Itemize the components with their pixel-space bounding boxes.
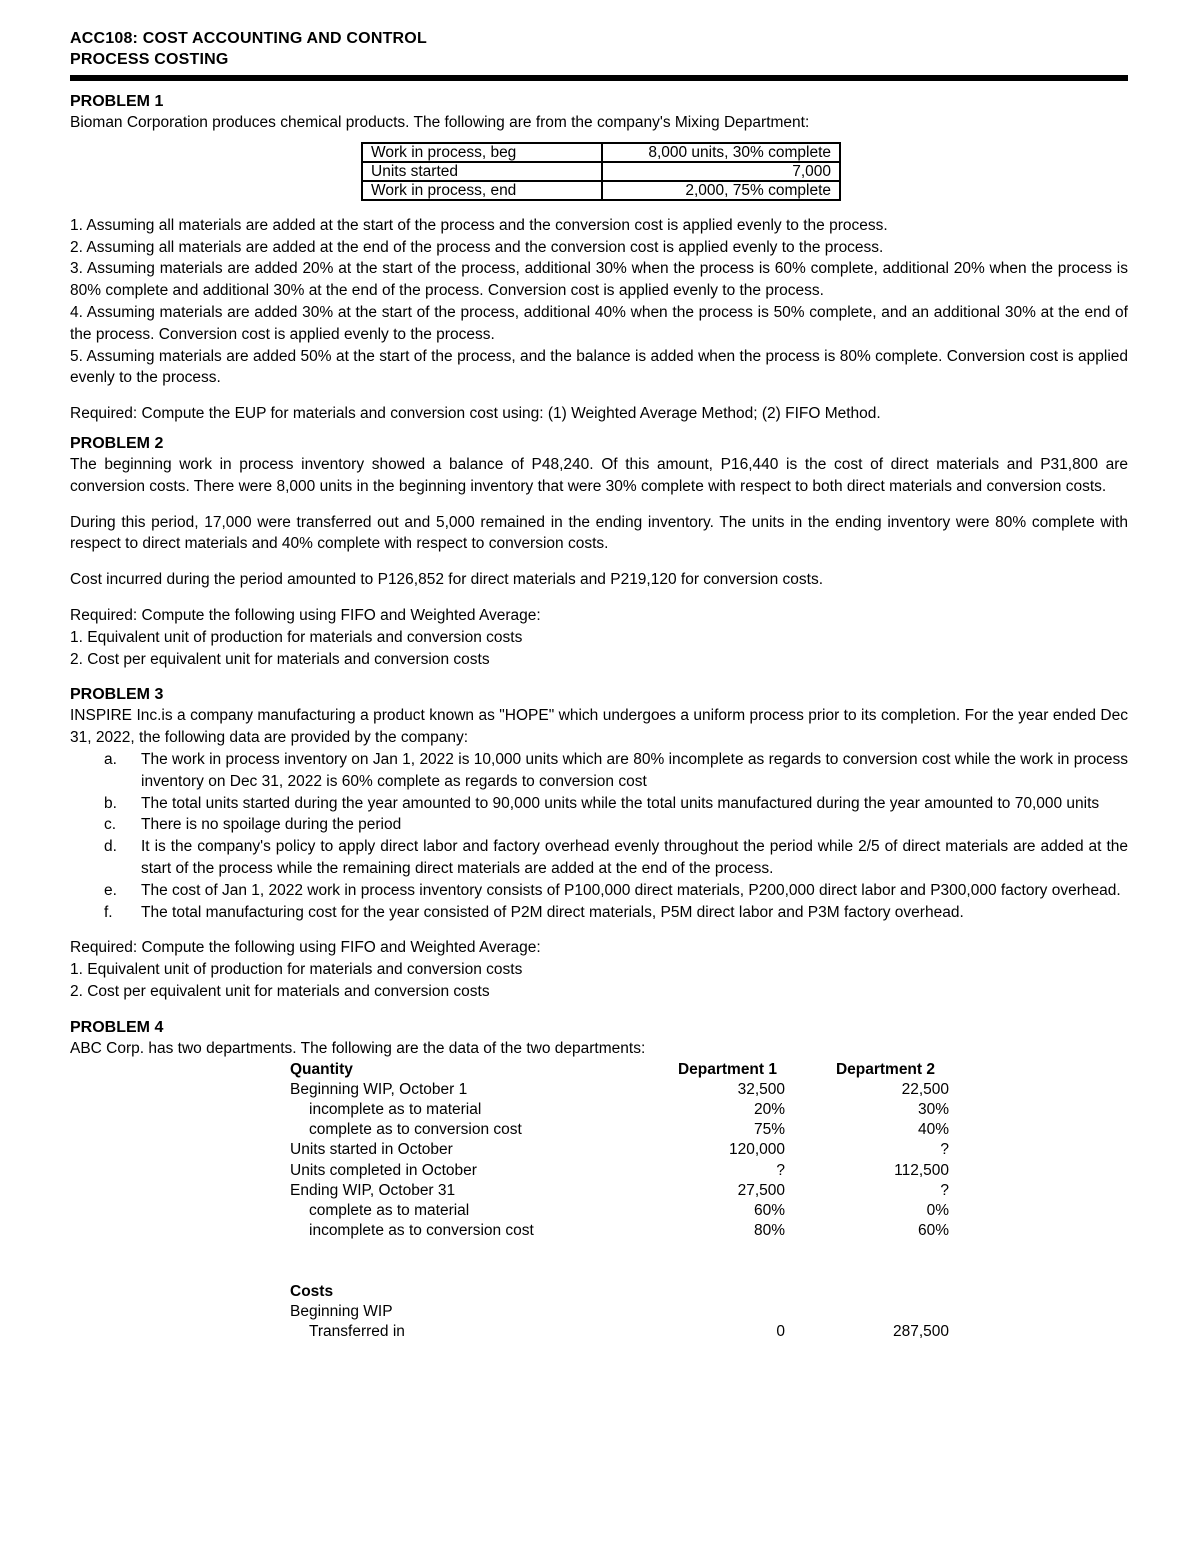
dept2-value: 60% — [917, 1222, 949, 1240]
course-title: ACC108: COST ACCOUNTING AND CONTROL — [70, 30, 427, 47]
dept1-value: 32,500 — [737, 1080, 785, 1098]
problem3-requirement: 1. Equivalent unit of production for materials and conversion costs — [70, 961, 523, 979]
spacer-row — [290, 1262, 949, 1282]
list-item-text: The cost of Jan 1, 2022 work in process inventory consists of P100,000 direct materials, P200,000 direct labor and P300,000 factory overhead. — [141, 881, 1121, 899]
problem2-requirement: 2. Cost per equivalent unit for materials and conversion costs — [70, 650, 490, 668]
list-item-text: The work in process inventory on Jan 1, 2022 is 10,000 units which are 80% incomplete as regards to conversion cost while the work in process inventory on Dec 31, 2022 is 60% complete as regards to conversion cost — [141, 750, 1128, 790]
problem1-item: 1. Assuming all materials are added at the start of the process and the conversion cost is applied evenly to the process. — [70, 216, 888, 234]
row-label: Beginning WIP — [290, 1302, 393, 1320]
dept2-value: 112,500 — [894, 1161, 949, 1179]
problem1-item: 4. Assuming materials are added 30% at the start of the process, additional 40% when the process is 50% complete, and an additional 30% at the end of the process. Conversion cost is applied evenly to the process. — [70, 303, 1128, 343]
problem3-intro: INSPIRE Inc.is a company manufacturing a product known as "HOPE" which undergoes a uniform process prior to its completion. For the year ended Dec 31, 2022, the following data are provided by the company: — [70, 707, 1128, 747]
table-row — [290, 1201, 949, 1221]
list-item-text: The total manufacturing cost for the year consisted of P2M direct materials, P5M direct labor and P3M factory overhead. — [141, 903, 964, 921]
dept1-value: 80% — [753, 1222, 785, 1240]
problem2-paragraph: During this period, 17,000 were transferred out and 5,000 remained in the ending inventory. The units in the ending inventory were 80% complete with respect to direct materials and 40% complete with respect to conversion costs. — [70, 513, 1128, 553]
table-row — [290, 1140, 949, 1160]
dept2-value: ? — [940, 1141, 949, 1159]
list-item-label: f. — [104, 903, 113, 921]
column-header-dept2: Department 2 — [835, 1060, 935, 1078]
table-row — [362, 143, 840, 162]
table-cell-label: Work in process, end — [362, 181, 602, 200]
row-label: complete as to material — [309, 1201, 470, 1219]
problem1-item: 2. Assuming all materials are added at the end of the process and the conversion cost is applied evenly to the process. — [70, 238, 884, 256]
dept1-value: 20% — [753, 1100, 785, 1118]
dept1-value: 27,500 — [737, 1181, 785, 1199]
column-header-quantity: Quantity — [290, 1060, 353, 1078]
list-item-label: a. — [104, 750, 117, 768]
list-item-text: There is no spoilage during the period — [141, 816, 402, 834]
row-label: Transferred in — [309, 1323, 405, 1341]
problem2-paragraph: The beginning work in process inventory showed a balance of P48,240. Of this amount, P16,440 is the cost of direct materials and P31,800 are conversion costs. There were 8,000 units in the beginning inventory that were 30% complete with respect to both direct materials and conversion costs. — [70, 455, 1128, 495]
table-row — [290, 1120, 949, 1140]
list-item — [70, 814, 1128, 836]
table-cell-label: Work in process, beg — [362, 143, 602, 162]
list-item — [70, 749, 1128, 793]
problem1-required: Required: Compute the EUP for materials and conversion cost using: (1) Weighted Average Method; (2) FIFO Method. — [70, 405, 881, 423]
dept1-value: ? — [776, 1161, 785, 1179]
dept2-value: 22,500 — [901, 1080, 949, 1098]
problem4-intro: ABC Corp. has two departments. The following are the data of the two departments: — [70, 1039, 646, 1057]
row-label: Beginning WIP, October 1 — [290, 1080, 468, 1098]
list-item-label: e. — [104, 881, 117, 899]
topic-title: PROCESS COSTING — [70, 51, 229, 68]
dept2-value: 30% — [917, 1100, 949, 1118]
problem1-intro: Bioman Corporation produces chemical products. The following are from the company's Mixing Department: — [70, 114, 810, 131]
list-item — [70, 836, 1128, 880]
problem4-title: PROBLEM 4 — [70, 1018, 164, 1036]
problem1-table — [361, 142, 841, 201]
table-row — [290, 1282, 949, 1302]
table-row — [290, 1322, 949, 1342]
problem1-item: 5. Assuming materials are added 50% at the start of the process, and the balance is added when the process is 80% complete. Conversion cost is applied evenly to the process. — [70, 347, 1128, 387]
costs-heading: Costs — [290, 1282, 334, 1300]
problem2-title: PROBLEM 2 — [70, 434, 164, 452]
table-row — [362, 162, 840, 181]
table-cell-value: 2,000, 75% complete — [602, 181, 840, 200]
dept1-value: 0 — [776, 1323, 785, 1341]
dept1-value: 75% — [753, 1121, 785, 1139]
row-label: Units completed in October — [290, 1161, 477, 1179]
table-cell-value: 8,000 units, 30% complete — [602, 143, 840, 162]
column-header-dept1: Department 1 — [677, 1060, 777, 1078]
dept2-value: 0% — [926, 1201, 949, 1219]
table-row — [290, 1221, 949, 1241]
row-label: incomplete as to conversion cost — [309, 1222, 534, 1240]
table-row — [290, 1100, 949, 1120]
table-row — [290, 1161, 949, 1181]
problem2-requirement: 1. Equivalent unit of production for materials and conversion costs — [70, 628, 523, 646]
list-item-text: It is the company's policy to apply direct labor and factory overhead evenly throughout the period while 2/5 of direct materials are added at the start of the process while the remaining direct materials are added at the end of the process. — [141, 838, 1128, 877]
problem3-title: PROBLEM 3 — [70, 686, 164, 704]
problem2-paragraph: Cost incurred during the period amounted to P126,852 for direct materials and P219,120 for conversion costs. — [70, 571, 824, 589]
header-divider — [70, 75, 1128, 81]
list-item — [70, 793, 1128, 815]
dept2-value: 287,500 — [892, 1323, 949, 1341]
table-row — [362, 181, 840, 200]
problem1-title: PROBLEM 1 — [70, 93, 164, 110]
list-item-label: c. — [104, 816, 117, 834]
document-page — [70, 28, 1128, 1342]
table-cell-label: Units started — [362, 162, 602, 181]
dept2-value: ? — [940, 1181, 949, 1199]
problem2-required: Required: Compute the following using FIFO and Weighted Average: — [70, 606, 541, 624]
list-item-text: The total units started during the year amounted to 90,000 units while the total units manufactured during the year amounted to 70,000 units — [141, 794, 1100, 812]
table-row — [290, 1080, 949, 1100]
problem3-required: Required: Compute the following using FIFO and Weighted Average: — [70, 939, 541, 957]
table-row — [290, 1302, 949, 1322]
problem3-requirement: 2. Cost per equivalent unit for materials and conversion costs — [70, 982, 490, 1000]
table-header-row — [290, 1060, 949, 1080]
dept1-value: 60% — [753, 1201, 785, 1219]
dept1-value: 120,000 — [728, 1141, 785, 1159]
problem1-item: 3. Assuming materials are added 20% at the start of the process, additional 30% when the process is 60% complete, additional 20% when the process is 80% complete and additional 30% at the end of the process. Conversion cost is applied evenly to the process. — [70, 260, 1128, 300]
row-label: Ending WIP, October 31 — [290, 1181, 456, 1199]
table-cell-value: 7,000 — [602, 162, 840, 181]
row-label: incomplete as to material — [309, 1100, 482, 1118]
table-row — [290, 1181, 949, 1201]
row-label: complete as to conversion cost — [309, 1121, 522, 1139]
list-item — [70, 880, 1128, 902]
spacer-row — [290, 1241, 949, 1261]
list-item-label: b. — [104, 794, 117, 812]
problem4-table — [290, 1060, 949, 1343]
list-item-label: d. — [104, 838, 117, 856]
row-label: Units started in October — [290, 1141, 453, 1159]
dept2-value: 40% — [917, 1121, 949, 1139]
list-item — [70, 902, 1128, 924]
